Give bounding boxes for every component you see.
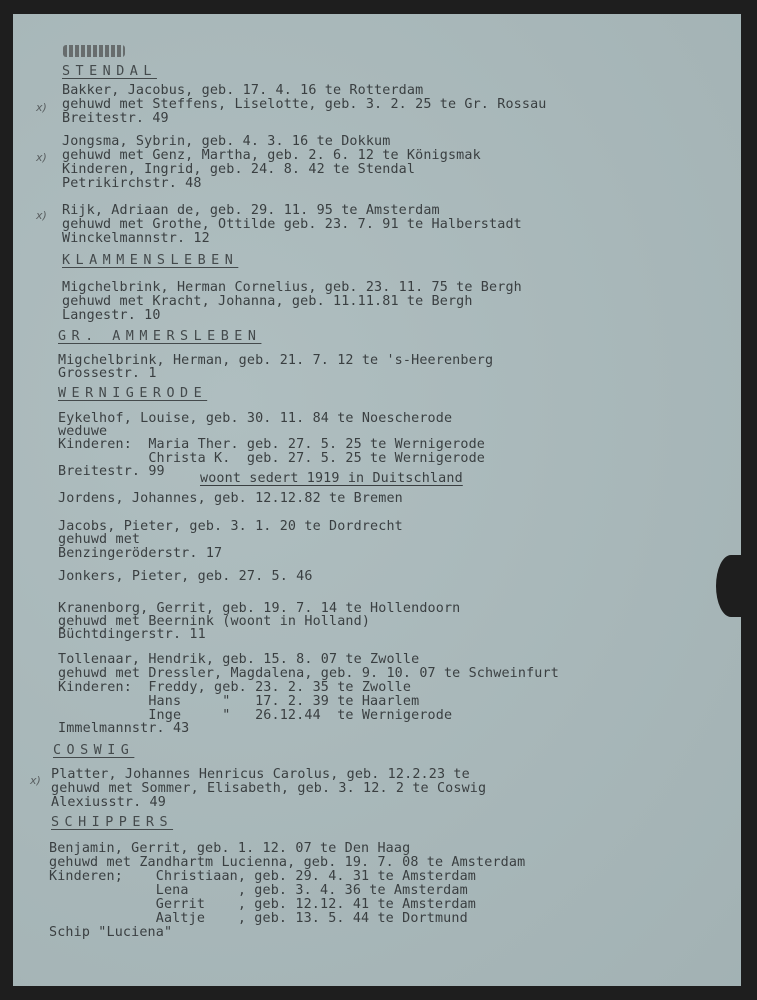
entry-line: gehuwd met Kracht, Johanna, geb. 11.11.81 te Bergh: [62, 294, 473, 309]
entry-line: Kinderen; Christiaan, geb. 29. 4. 31 te Amsterdam: [49, 869, 477, 884]
entry-line: Kranenborg, Gerrit, geb. 19. 7. 14 te Hollendoorn: [58, 601, 461, 616]
entry-line: gehuwd met Beernink (woont in Holland): [58, 614, 371, 629]
entry-line: gehuwd met Grothe, Ottilde geb. 23. 7. 91 te Halberstadt: [62, 217, 522, 232]
entry-line: Aaltje , geb. 13. 5. 44 te Dortmund: [49, 911, 468, 926]
entry-line: gehuwd met Steffens, Liselotte, geb. 3. 2. 25 te Gr. Rossau: [62, 97, 547, 112]
entry-line: Gerrit , geb. 12.12. 41 te Amsterdam: [49, 897, 477, 912]
entry-line: Jongsma, Sybrin, geb. 4. 3. 16 te Dokkum: [62, 134, 391, 149]
entry-line: gehuwd met: [58, 532, 141, 547]
entry-line: Benjamin, Gerrit, geb. 1. 12. 07 te Den Haag: [49, 841, 411, 856]
entry-line: Platter, Johannes Henricus Carolus, geb. 12.2.23 te: [51, 767, 470, 782]
entry-line: Benzingeröderstr. 17: [58, 546, 223, 561]
entry-line: Migchelbrink, Herman, geb. 21. 7. 12 te 's-Heerenberg: [58, 353, 494, 368]
entry-line: gehuwd met Sommer, Elisabeth, geb. 3. 12. 2 te Coswig: [51, 781, 487, 796]
entry-line: Grossestr. 1: [58, 366, 157, 381]
entry-line: Petrikirchstr. 48: [62, 176, 202, 191]
entry-line: Christa K. geb. 27. 5. 25 te Wernigerode: [58, 451, 486, 466]
entry-line: Tollenaar, Hendrik, geb. 15. 8. 07 te Zwolle: [58, 652, 420, 667]
margin-mark: x): [36, 209, 47, 222]
entry-line: Immelmannstr. 43: [58, 721, 190, 736]
entry-line: Kinderen: Freddy, geb. 23. 2. 35 te Zwolle: [58, 680, 412, 695]
section-heading-coswig: COSWIG: [53, 743, 135, 758]
section-heading-stendal: STENDAL: [62, 64, 157, 79]
entry-line: Kinderen, Ingrid, geb. 24. 8. 42 te Stendal: [62, 162, 416, 177]
section-heading-gr-ammersleben: GR. AMMERSLEBEN: [58, 329, 262, 344]
entry-note: woont sedert 1919 in Duitschland: [200, 471, 463, 486]
section-heading-wernigerode: WERNIGERODE: [58, 386, 208, 401]
entry-line: Hans " 17. 2. 39 te Haarlem: [58, 694, 420, 709]
entry-line: Jacobs, Pieter, geb. 3. 1. 20 te Dordrecht: [58, 519, 403, 534]
entry-line: Jordens, Johannes, geb. 12.12.82 te Bremen: [58, 491, 403, 506]
entry-line: Winckelmannstr. 12: [62, 231, 210, 246]
entry-line: Lena , geb. 3. 4. 36 te Amsterdam: [49, 883, 468, 898]
entry-line: Jonkers, Pieter, geb. 27. 5. 46: [58, 569, 313, 584]
entry-line: Büchtdingerstr. 11: [58, 627, 206, 642]
section-heading-klammensleben: KLAMMENSLEBEN: [62, 253, 239, 268]
entry-line: gehuwd met Zandhartm Lucienna, geb. 19. 7. 08 te Amsterdam: [49, 855, 526, 870]
paper-tear: [716, 555, 746, 617]
entry-line: Eykelhof, Louise, geb. 30. 11. 84 te Noescherode: [58, 411, 453, 426]
entry-line: Bakker, Jacobus, geb. 17. 4. 16 te Rotterdam: [62, 83, 424, 98]
ink-smudge: [63, 45, 125, 57]
entry-line: Rijk, Adriaan de, geb. 29. 11. 95 te Amsterdam: [62, 203, 440, 218]
entry-line: Inge " 26.12.44 te Wernigerode: [58, 708, 453, 723]
entry-line: Schip "Luciena": [49, 925, 173, 940]
entry-address: Breitestr. 99: [58, 464, 165, 479]
entry-line: weduwe: [58, 424, 108, 439]
entry-line: Migchelbrink, Herman Cornelius, geb. 23. 11. 75 te Bergh: [62, 280, 522, 295]
entry-line: gehuwd met Dressler, Magdalena, geb. 9. 10. 07 te Schweinfurt: [58, 666, 559, 681]
entry-line: Breitestr. 49: [62, 111, 169, 126]
margin-mark: x): [30, 774, 41, 787]
margin-mark: x): [36, 101, 47, 114]
margin-mark: x): [36, 151, 47, 164]
entry-line: Alexiusstr. 49: [51, 795, 166, 810]
entry-line: Langestr. 10: [62, 308, 161, 323]
entry-line: gehuwd met Genz, Martha, geb. 2. 6. 12 te Königsmak: [62, 148, 481, 163]
entry-line: Kinderen: Maria Ther. geb. 27. 5. 25 te Wernigerode: [58, 437, 486, 452]
section-heading-schippers: SCHIPPERS: [51, 815, 174, 830]
